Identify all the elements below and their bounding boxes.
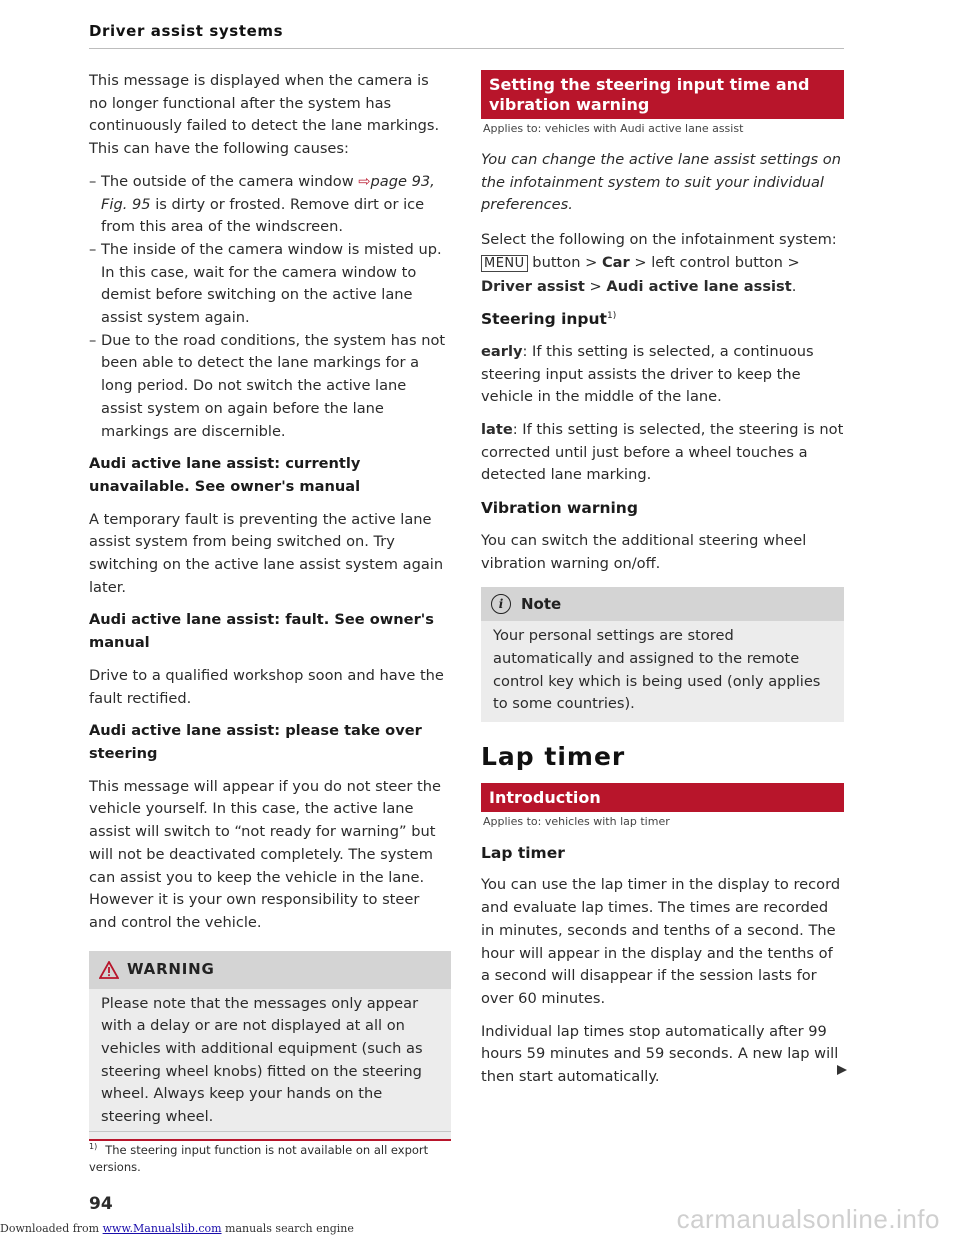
path-separator: > left control button > — [629, 253, 800, 271]
cause-text: The outside of the camera window — [101, 172, 359, 190]
warning-header — [89, 951, 451, 989]
applies-to-text: Applies to: vehicles with Audi active lane assist — [483, 122, 744, 135]
introduction-banner: Introduction — [481, 783, 844, 812]
section-title-banner: Setting the steering input time and vibration warning — [481, 70, 844, 119]
warning-text: Please note that the messages only appear with a delay or are not displayed at all on vehicles with additional equipment (such as steering wheel knobs) fitted on the steering wheel. Always keep your hands on the steering wheel. — [89, 989, 451, 1139]
footnote-mark: 1) — [89, 1142, 98, 1152]
page-reference-link[interactable]: page 93, Fig. 95 — [101, 172, 435, 213]
menu-path-car: Car — [601, 253, 630, 271]
warning-triangle-icon — [99, 961, 119, 979]
section-intro: You can change the active lane assist settings on the infotainment system to suit your individual preferences. — [481, 151, 841, 214]
running-header: Driver assist systems — [89, 22, 284, 40]
setting-label: late — [481, 421, 513, 439]
menu-path-lane-assist: Audi active lane assist — [606, 277, 792, 295]
note-box — [481, 587, 844, 722]
menu-path-driver-assist: Driver assist — [481, 277, 585, 295]
instruction-text: Select the following on the infotainment system: — [481, 231, 837, 249]
message-heading: Audi active lane assist: please take over steering — [89, 722, 422, 762]
message-description: Drive to a qualified workshop soon and have the fault rectified. — [89, 666, 444, 707]
lap-timer-paragraph: Individual lap times stop automatically after 99 hours 59 minutes and 59 seconds. A new lap will then start automatically. — [481, 1022, 839, 1086]
header-divider — [89, 48, 844, 49]
warning-box — [89, 951, 451, 1141]
cause-text: is dirty or frosted. Remove dirt or ice from this area of the windscreen. — [101, 195, 425, 236]
footnote-marker: 1) — [606, 311, 617, 322]
footnote-text: The steering input function is not available on all export versions. — [89, 1143, 429, 1174]
setting-description: : If this setting is selected, the steering is not corrected until just before a wheel touches a detected lane marking. — [481, 421, 844, 484]
download-footer — [0, 1222, 354, 1235]
message-description: This message will appear if you do not steer the vehicle yourself. In this case, the active lane assist will switch to “not ready for warning” but will not be deactivated completely. The system can assist you to keep the vehicle in the lane. However it is your own responsibility to steer and control the vehicle. — [89, 777, 441, 931]
watermark: carmanualsonline.info — [676, 1204, 940, 1234]
applies-to-text: Applies to: vehicles with lap timer — [483, 814, 670, 828]
left-column — [89, 70, 451, 1141]
late-setting-text — [481, 419, 844, 487]
lap-timer-subheading: Lap timer — [481, 843, 565, 862]
continue-arrow-icon — [836, 1064, 848, 1076]
path-separator: button > — [527, 253, 602, 271]
heading-text: Steering input — [481, 310, 607, 329]
manualslib-link[interactable]: www.Manualslib.com — [102, 1222, 222, 1235]
chapter-heading: Lap timer — [481, 742, 626, 772]
path-separator: > — [584, 277, 607, 295]
footnote — [89, 1142, 451, 1176]
download-text: manuals search engine — [221, 1222, 354, 1235]
right-column — [481, 70, 844, 1099]
note-text: Your personal settings are stored automatically and assigned to the remote control key which is being used (only applies to some countries). — [493, 627, 821, 713]
setting-label: early — [481, 342, 523, 360]
early-setting-text — [481, 341, 844, 409]
vibration-warning-text: You can switch the additional steering wheel vibration warning on/off. — [481, 531, 807, 572]
causes-list — [89, 171, 451, 443]
steering-input-heading — [481, 308, 844, 331]
setting-description: : If this setting is selected, a continuous steering input assists the driver to keep the vehicle in the middle of the lane. — [481, 342, 814, 406]
path-end: . — [791, 277, 797, 295]
download-text: Downloaded from — [0, 1222, 103, 1235]
warning-title: WARNING — [127, 960, 215, 979]
camera-message-intro: This message is displayed when the camera is no longer functional after the system has continuously failed to detect the lane markings. This can have the following causes: — [89, 72, 440, 158]
message-heading: Audi active lane assist: fault. See owner's manual — [89, 611, 434, 652]
list-item — [89, 171, 451, 239]
menu-path-instruction — [481, 229, 844, 298]
arrow-icon: ⇨ — [358, 172, 371, 190]
note-title: Note — [521, 594, 562, 613]
info-icon: i — [491, 594, 511, 614]
message-heading: Audi active lane assist: currently unavailable. See owner's manual — [89, 455, 361, 495]
message-description: A temporary fault is preventing the active lane assist system from being switched on. Try switching on the active lane assist system again later. — [89, 510, 444, 596]
vibration-warning-heading: Vibration warning — [481, 499, 638, 518]
lap-timer-paragraph: You can use the lap timer in the display to record and evaluate lap times. The times are recorded in minutes, seconds and tenths of a second. The hour will appear in the display and the tenths of a second will disappear if the session lasts for over 60 minutes. — [481, 876, 841, 1007]
list-item: – The inside of the camera window is misted up. In this case, wait for the camera window to demist before switching on the active lane assist system again. — [89, 239, 451, 330]
page-number: 94 — [89, 1194, 113, 1214]
list-item: – Due to the road conditions, the system has not been able to detect the lane markings for a long period. Do not switch the active lane assist system on again before the lane markings are discernible. — [89, 330, 451, 444]
menu-key-label: MENU — [481, 255, 528, 272]
note-header — [481, 587, 844, 621]
footnote-divider — [89, 1131, 451, 1132]
